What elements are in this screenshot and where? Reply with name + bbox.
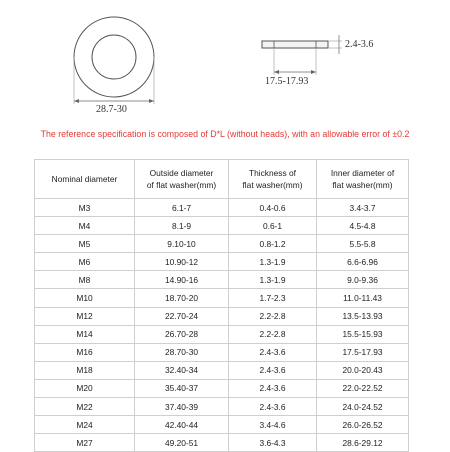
- table-row: [35, 235, 409, 253]
- cell-inner-diameter: 22.0-22.52: [317, 379, 409, 397]
- table-body: [35, 199, 409, 452]
- cell-inner-diameter: 9.0-9.36: [317, 271, 409, 289]
- cell-inner-diameter: 5.5-5.8: [317, 235, 409, 253]
- outer-diameter-label: 28.7-30: [96, 104, 127, 115]
- cell-nominal-diameter: M10: [35, 289, 135, 307]
- cell-thickness: 0.8-1.2: [229, 235, 317, 253]
- cell-thickness: 1.3-1.9: [229, 271, 317, 289]
- cell-nominal-diameter: M24: [35, 416, 135, 434]
- cell-outside-diameter: 6.1-7: [135, 199, 229, 217]
- cell-outside-diameter: 49.20-51: [135, 434, 229, 452]
- header-inner-diameter: Inner diameter of flat washer(mm): [317, 160, 409, 199]
- cell-thickness: 3.6-4.3: [229, 434, 317, 452]
- cell-thickness: 2.4-3.6: [229, 379, 317, 397]
- cell-thickness: 1.7-2.3: [229, 289, 317, 307]
- cell-thickness: 3.4-4.6: [229, 416, 317, 434]
- header-nominal-diameter: Nominal diameter: [35, 160, 135, 199]
- table-row: [35, 199, 409, 217]
- cell-inner-diameter: 3.4-3.7: [317, 199, 409, 217]
- cell-nominal-diameter: M12: [35, 307, 135, 325]
- washer-side-view: [262, 35, 342, 75]
- specification-note: The reference specification is composed of D*L (without heads), with an allowable error of ±0.2: [40, 129, 410, 139]
- table-row: [35, 379, 409, 397]
- cell-outside-diameter: 32.40-34: [135, 361, 229, 379]
- cell-thickness: 2.2-2.8: [229, 307, 317, 325]
- table-row: [35, 434, 409, 452]
- cell-inner-diameter: 15.5-15.93: [317, 325, 409, 343]
- washer-front-view: [74, 17, 154, 104]
- cell-outside-diameter: 42.40-44: [135, 416, 229, 434]
- cell-inner-diameter: 20.0-20.43: [317, 361, 409, 379]
- cell-nominal-diameter: M20: [35, 379, 135, 397]
- table-row: [35, 217, 409, 235]
- inner-diameter-label: 17.5-17.93: [265, 76, 309, 87]
- cell-outside-diameter: 18.70-20: [135, 289, 229, 307]
- table-row: [35, 361, 409, 379]
- cell-outside-diameter: 9.10-10: [135, 235, 229, 253]
- cell-nominal-diameter: M14: [35, 325, 135, 343]
- cell-thickness: 2.4-3.6: [229, 361, 317, 379]
- cell-outside-diameter: 35.40-37: [135, 379, 229, 397]
- cell-inner-diameter: 13.5-13.93: [317, 307, 409, 325]
- cell-thickness: 0.4-0.6: [229, 199, 317, 217]
- cell-inner-diameter: 17.5-17.93: [317, 343, 409, 361]
- table-row: [35, 325, 409, 343]
- cell-outside-diameter: 10.90-12: [135, 253, 229, 271]
- cell-nominal-diameter: M8: [35, 271, 135, 289]
- cell-nominal-diameter: M3: [35, 199, 135, 217]
- table-row: [35, 398, 409, 416]
- header-thickness: Thickness of flat washer(mm): [229, 160, 317, 199]
- cell-thickness: 1.3-1.9: [229, 253, 317, 271]
- cell-nominal-diameter: M18: [35, 361, 135, 379]
- cell-inner-diameter: 26.0-26.52: [317, 416, 409, 434]
- table-row: [35, 343, 409, 361]
- table-row: [35, 416, 409, 434]
- cell-nominal-diameter: M16: [35, 343, 135, 361]
- cell-inner-diameter: 6.6-6.96: [317, 253, 409, 271]
- cell-inner-diameter: 4.5-4.8: [317, 217, 409, 235]
- cell-outside-diameter: 8.1-9: [135, 217, 229, 235]
- cell-outside-diameter: 22.70-24: [135, 307, 229, 325]
- cell-outside-diameter: 28.70-30: [135, 343, 229, 361]
- thickness-label: 2.4-3.6: [345, 39, 374, 50]
- washer-drawings: [0, 0, 450, 130]
- cell-outside-diameter: 37.40-39: [135, 398, 229, 416]
- cell-outside-diameter: 14.90-16: [135, 271, 229, 289]
- table-row: [35, 253, 409, 271]
- cell-nominal-diameter: M6: [35, 253, 135, 271]
- cell-thickness: 2.4-3.6: [229, 343, 317, 361]
- cell-inner-diameter: 28.6-29.12: [317, 434, 409, 452]
- cell-thickness: 2.4-3.6: [229, 398, 317, 416]
- table-header-row: [35, 160, 409, 199]
- table-row: [35, 307, 409, 325]
- cell-thickness: 2.2-2.8: [229, 325, 317, 343]
- cell-outside-diameter: 26.70-28: [135, 325, 229, 343]
- cell-inner-diameter: 11.0-11.43: [317, 289, 409, 307]
- cell-nominal-diameter: M4: [35, 217, 135, 235]
- header-outside-diameter: Outside diameter of flat washer(mm): [135, 160, 229, 199]
- table-row: [35, 289, 409, 307]
- washer-spec-table: [34, 159, 409, 452]
- cell-thickness: 0.6-1: [229, 217, 317, 235]
- cell-nominal-diameter: M22: [35, 398, 135, 416]
- table-row: [35, 271, 409, 289]
- cell-nominal-diameter: M27: [35, 434, 135, 452]
- cell-inner-diameter: 24.0-24.52: [317, 398, 409, 416]
- cell-nominal-diameter: M5: [35, 235, 135, 253]
